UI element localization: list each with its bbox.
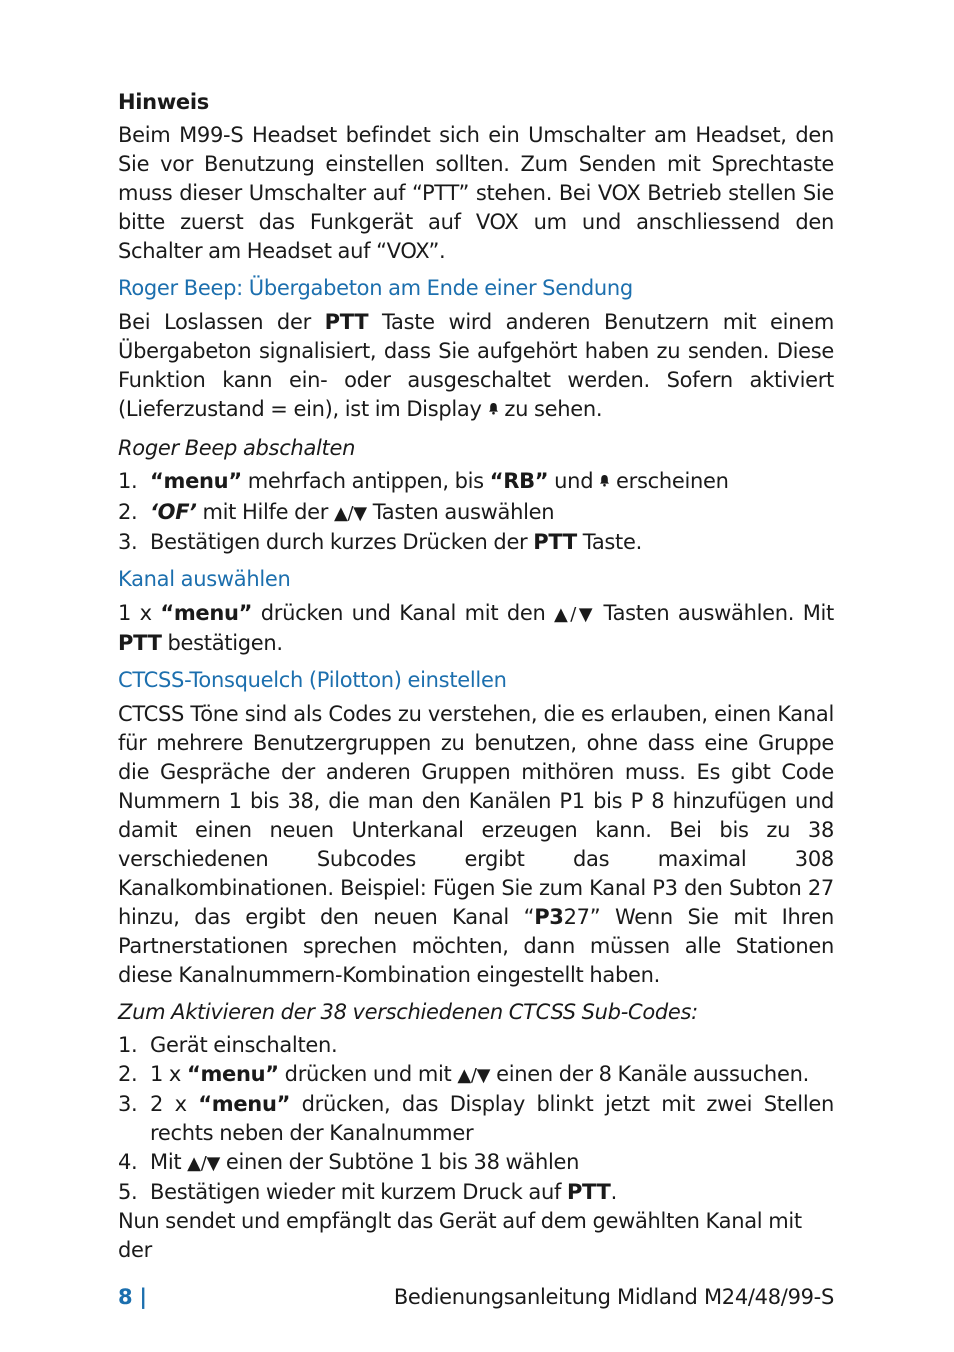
ctcss-steps xyxy=(118,1031,834,1207)
roger-beep-heading: Roger Beep: Übergabeton am Ende einer Sendung xyxy=(118,276,633,300)
bell-icon xyxy=(599,469,610,498)
page-content xyxy=(118,88,834,1265)
up-down-arrow-icon: ▲/▼ xyxy=(457,1065,491,1086)
list-item: 2. ‘OF’ mit Hilfe der ▲/▼ Tasten auswählen xyxy=(118,500,555,524)
list-item: 3. Bestätigen durch kurzes Drücken der PTT Taste. xyxy=(118,530,642,554)
list-item: 2. 1 x “menu” drücken und mit ▲/▼ einen der 8 Kanäle aussuchen. xyxy=(118,1062,809,1086)
up-down-arrow-icon: ▲/▼ xyxy=(187,1153,221,1174)
ctcss-subheading: Zum Aktivieren der 38 verschiedenen CTCSS Sub-Codes: xyxy=(118,1000,698,1024)
roger-beep-steps xyxy=(118,467,834,557)
note-heading: Hinweis xyxy=(118,90,209,114)
up-down-arrow-icon: ▲/▼ xyxy=(333,503,367,524)
ptt-key-label: PTT xyxy=(324,310,369,334)
list-item: 1. “menu” mehrfach antippen, bis “RB” und erscheinen xyxy=(118,467,834,498)
up-down-arrow-icon: ▲/▼ xyxy=(554,604,595,625)
channel-heading: Kanal auswählen xyxy=(118,567,291,591)
roger-beep-subheading: Roger Beep abschalten xyxy=(118,436,356,460)
channel-paragraph: 1 x “menu” drücken und Kanal mit den ▲/▼ Tasten auswählen. Mit PTT bestätigen. xyxy=(118,601,834,655)
document-title: Bedienungsanleitung Midland M24/48/99-S xyxy=(393,1285,834,1309)
page-footer xyxy=(118,1282,834,1312)
roger-beep-paragraph: Bei Loslassen der PTT Taste wird anderen Benutzern mit einem Übergabeton signalisiert, dass Sie aufgehört haben zu senden. Diese Funktion kann ein- oder ausgeschaltet werden. Sofern aktiviert (Lieferzustand = ein), ist im Display zu sehen. xyxy=(118,308,834,426)
ctcss-paragraph: CTCSS Töne sind als Codes zu verstehen, die es erlauben, einen Kanal für mehrere Benutzergruppen zu benutzen, ohne dass eine Gruppe die Gespräche der anderen Gruppen mithören muss. Es gibt Code Nummern 1 bis 38, die man den Kanälen P1 bis P 8 hinzufügen und damit einen neuen Unterkanal erzeugen kann. Bei bis zu 38 verschiedenen Subcodes ergibt das maximal 308 Kanalkombinationen. Beispiel: Fügen Sie zum Kanal P3 den Subton 27 hinzu, das ergibt den neuen Kanal “P327” Wenn Sie mit Ihren Partnerstationen sprechen möchten, dann müssen alle Stationen diese Kanalnummern-Kombination eingestellt haben. xyxy=(118,702,834,987)
list-item: 1. Gerät einschalten. xyxy=(118,1033,338,1057)
note-text: Beim M99-S Headset befindet sich ein Umschalter am Headset, den Sie vor Benutzung einstellen sollten. Zum Senden mit Sprechtaste muss dieser Umschalter auf “PTT” stehen. Bei VOX Betrieb stellen Sie bitte zuerst das Funkgerät auf VOX um und anschliessend den Schalter am Headset auf “VOX”. xyxy=(118,123,834,263)
list-item: 3. 2 x “menu” drücken, das Display blinkt jetzt mit zwei Stellen rechts neben der Kanalnummer xyxy=(118,1092,834,1145)
list-item: 4. Mit ▲/▼ einen der Subtöne 1 bis 38 wählen xyxy=(118,1150,580,1174)
list-item: 5. Bestätigen wieder mit kurzem Druck auf PTT. xyxy=(118,1180,617,1204)
ctcss-final-line: Nun sendet und empfänglt das Gerät auf dem gewählten Kanal mit der xyxy=(118,1209,802,1262)
page-number: 8 | xyxy=(118,1285,147,1309)
bell-icon xyxy=(488,397,499,426)
ctcss-heading: CTCSS-Tonsquelch (Pilotton) einstellen xyxy=(118,668,507,692)
